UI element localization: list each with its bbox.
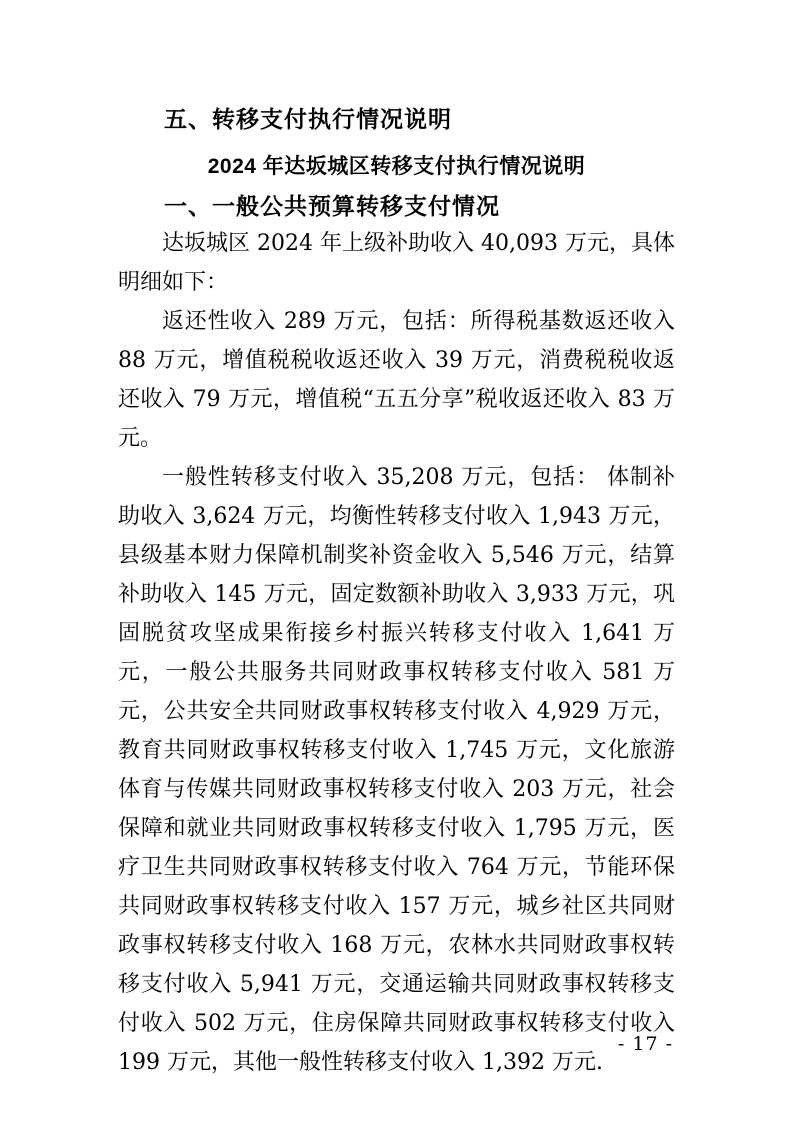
subsection-heading: 一、一般公共预算转移支付情况 bbox=[164, 193, 500, 219]
document-body bbox=[118, 224, 675, 1082]
section-heading: 五、转移支付执行情况说明 bbox=[164, 106, 452, 132]
body-paragraph: 返还性收入 289 万元，包括：所得税基数返还收入 88 万元，增值税税收返还收入 39 万元，消费税税收返还收入 79 万元，增值税“五五分享”税收返还收入 83 万元。 bbox=[118, 309, 675, 451]
body-paragraph: 达坂城区 2024 年上级补助收入 40,093 万元，具体明细如下： bbox=[118, 231, 675, 295]
body-paragraph: 一般性转移支付收入 35,208 万元，包括： 体制补助收入 3,624 万元，均衡性转移支付收入 1,943 万元，县级基本财力保障机制奖补资金收入 5,546 万元，结算补助收入 145 万元，固定数额补助收入 3,933 万元，巩固脱贫攻坚成果衔接乡村振兴转移支付收入 1,641 万元，一般公共服务共同财政事权转移支付收入 581 万元，公共安全共同财政事权转移支付收入 4,929 万元，教育共同财政事权转移支付收入 1,745 万元，文化旅游体育与传媒共同财政事权转移支付收入 203 万元，社会保障和就业共同财政事权转移支付收入 1,795 万元，医疗卫生共同财政事权转移支付收入 764 万元，节能环保共同财政事权转移支付收入 157 万元，城乡社区共同财政事权转移支付收入 168 万元，农林水共同财政事权转移支付收入 5,941 万元，交通运输共同财政事权转移支付收入 502 万元，住房保障共同财政事权转移支付收入 199 万元，其他一般性转移支付收入 1,392 万元. bbox=[118, 465, 675, 1075]
page-number: - 17 - bbox=[617, 1033, 673, 1055]
document-title: 2024 年达坂城区转移支付执行情况说明 bbox=[207, 155, 586, 178]
